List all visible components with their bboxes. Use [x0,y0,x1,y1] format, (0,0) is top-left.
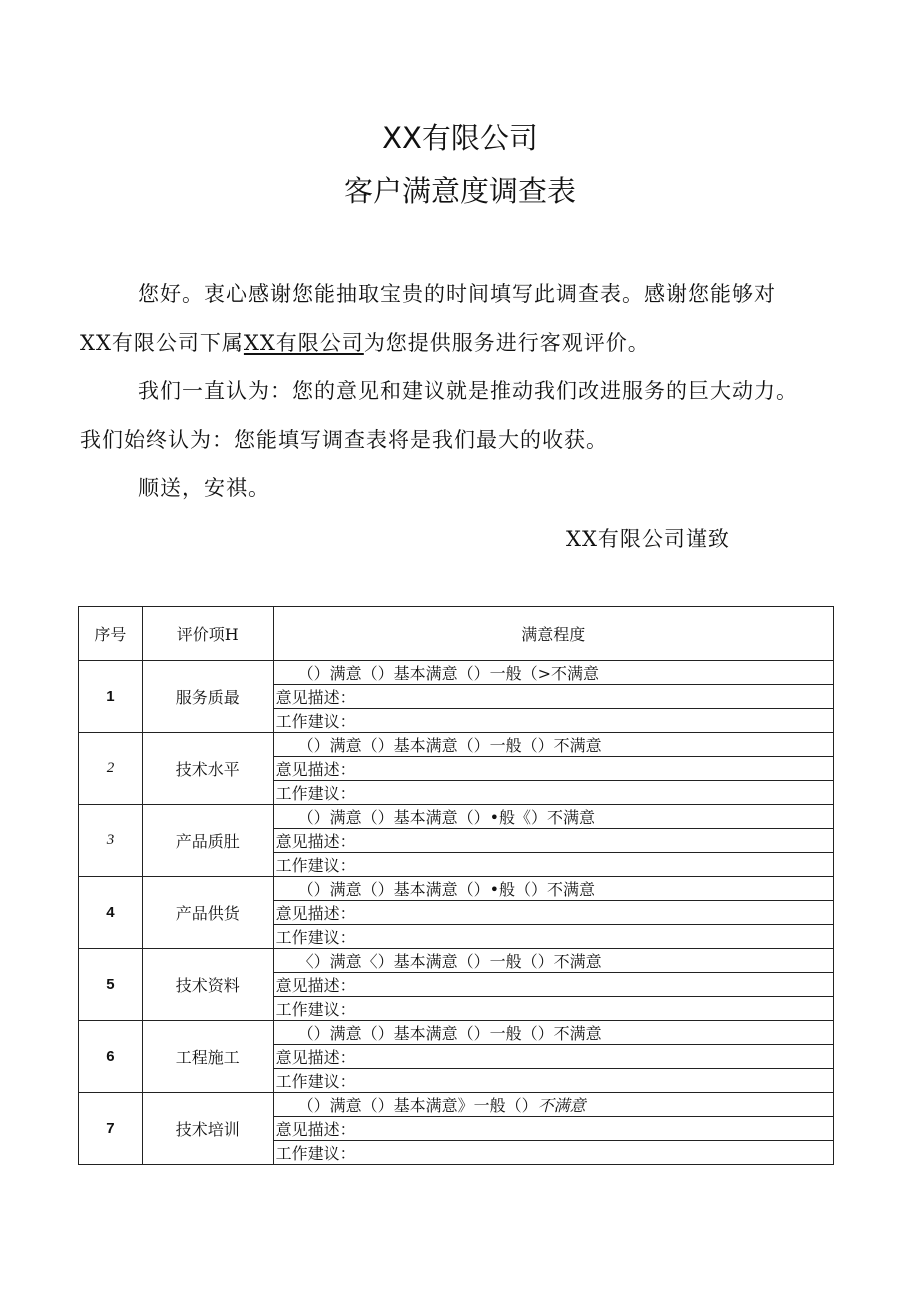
satisfaction-options[interactable] [273,733,833,757]
evaluation-item: 技术资料 [142,949,273,1021]
row-number: 7 [79,1093,143,1165]
row-number: 4 [79,877,143,949]
table-row [79,877,834,901]
opinion-field[interactable]: 意见描述： [273,685,833,709]
opinion-field[interactable]: 意见描述： [273,901,833,925]
suggestion-field[interactable]: 工作建议： [273,925,833,949]
opinion-field[interactable]: 意见描述： [273,1117,833,1141]
letter-line-3: 我们一直认为：您的意见和建议就是推动我们改进服务的巨大动力。 [138,379,798,403]
table-row [79,949,834,973]
options-text: （）满意（）基本满意》一般（） [297,1096,538,1115]
subsidiary-name: XX有限公司 [243,331,364,355]
row-number: 5 [79,949,143,1021]
options-text: （）满意（）基本满意（）一般（>不满意 [297,664,599,683]
company-title: XX有限公司 [382,121,538,155]
options-text: （）满意（）基本满意（）•般《）不满意 [297,808,596,827]
satisfaction-options[interactable] [273,877,833,901]
evaluation-item: 产品质肚 [142,805,273,877]
satisfaction-options[interactable] [273,661,833,685]
options-text: （）满意（）基本满意（）一般（）不满意 [297,1024,602,1043]
row-number: 3 [79,805,143,877]
letter-line-1: 您好。衷心感谢您能抽取宝贵的时间填写此调查表。感谢您能够对 [138,282,776,306]
header-satisfaction: 满意程度 [273,607,833,661]
options-text: （）满意（）基本满意（）一般（）不满意 [297,736,602,755]
satisfaction-options[interactable] [273,949,833,973]
evaluation-item: 工程施工 [142,1021,273,1093]
evaluation-item: 产品供货 [142,877,273,949]
signature: XX有限公司谨致 [566,527,730,551]
row-number: 2 [79,733,143,805]
letter-line-2-post: 为您提供服务进行客观评价。 [363,331,650,355]
suggestion-field[interactable]: 工作建议： [273,781,833,805]
options-text: 〈）满意〈）基本满意（）一般（）不满意 [297,952,602,971]
suggestion-field[interactable]: 工作建议： [273,1141,833,1165]
opinion-field[interactable]: 意见描述： [273,757,833,781]
suggestion-field[interactable]: 工作建议： [273,709,833,733]
evaluation-item: 服务质最 [142,661,273,733]
row-number: 6 [79,1021,143,1093]
satisfaction-table [78,606,834,1165]
form-title: 客户满意度调查表 [343,174,576,208]
satisfaction-options[interactable] [273,1021,833,1045]
evaluation-item: 技术培训 [142,1093,273,1165]
options-text-tail: 不满意 [537,1096,586,1115]
letter-line-2-pre: XX有限公司下属 [80,331,244,355]
suggestion-field[interactable]: 工作建议： [273,1069,833,1093]
letter-line-2 [80,327,650,357]
opinion-field[interactable]: 意见描述： [273,973,833,997]
table-row [79,805,834,829]
suggestion-field[interactable]: 工作建议： [273,997,833,1021]
header-item: 评价项H [142,607,273,661]
suggestion-field[interactable]: 工作建议： [273,853,833,877]
letter-line-4: 我们始终认为：您能填写调查表将是我们最大的收获。 [80,428,608,452]
satisfaction-options[interactable] [273,1093,833,1117]
table-row [79,1093,834,1117]
table-row [79,733,834,757]
table-row [79,1021,834,1045]
options-text: （）满意（）基本满意（）•般（）不满意 [297,880,596,899]
header-no: 序号 [79,607,143,661]
opinion-field[interactable]: 意见描述： [273,829,833,853]
table-row [79,661,834,685]
row-number: 1 [79,661,143,733]
evaluation-item: 技术水平 [142,733,273,805]
satisfaction-options[interactable] [273,805,833,829]
table-header-row [79,607,834,661]
opinion-field[interactable]: 意见描述： [273,1045,833,1069]
letter-line-5: 顺送，安祺。 [138,476,270,500]
